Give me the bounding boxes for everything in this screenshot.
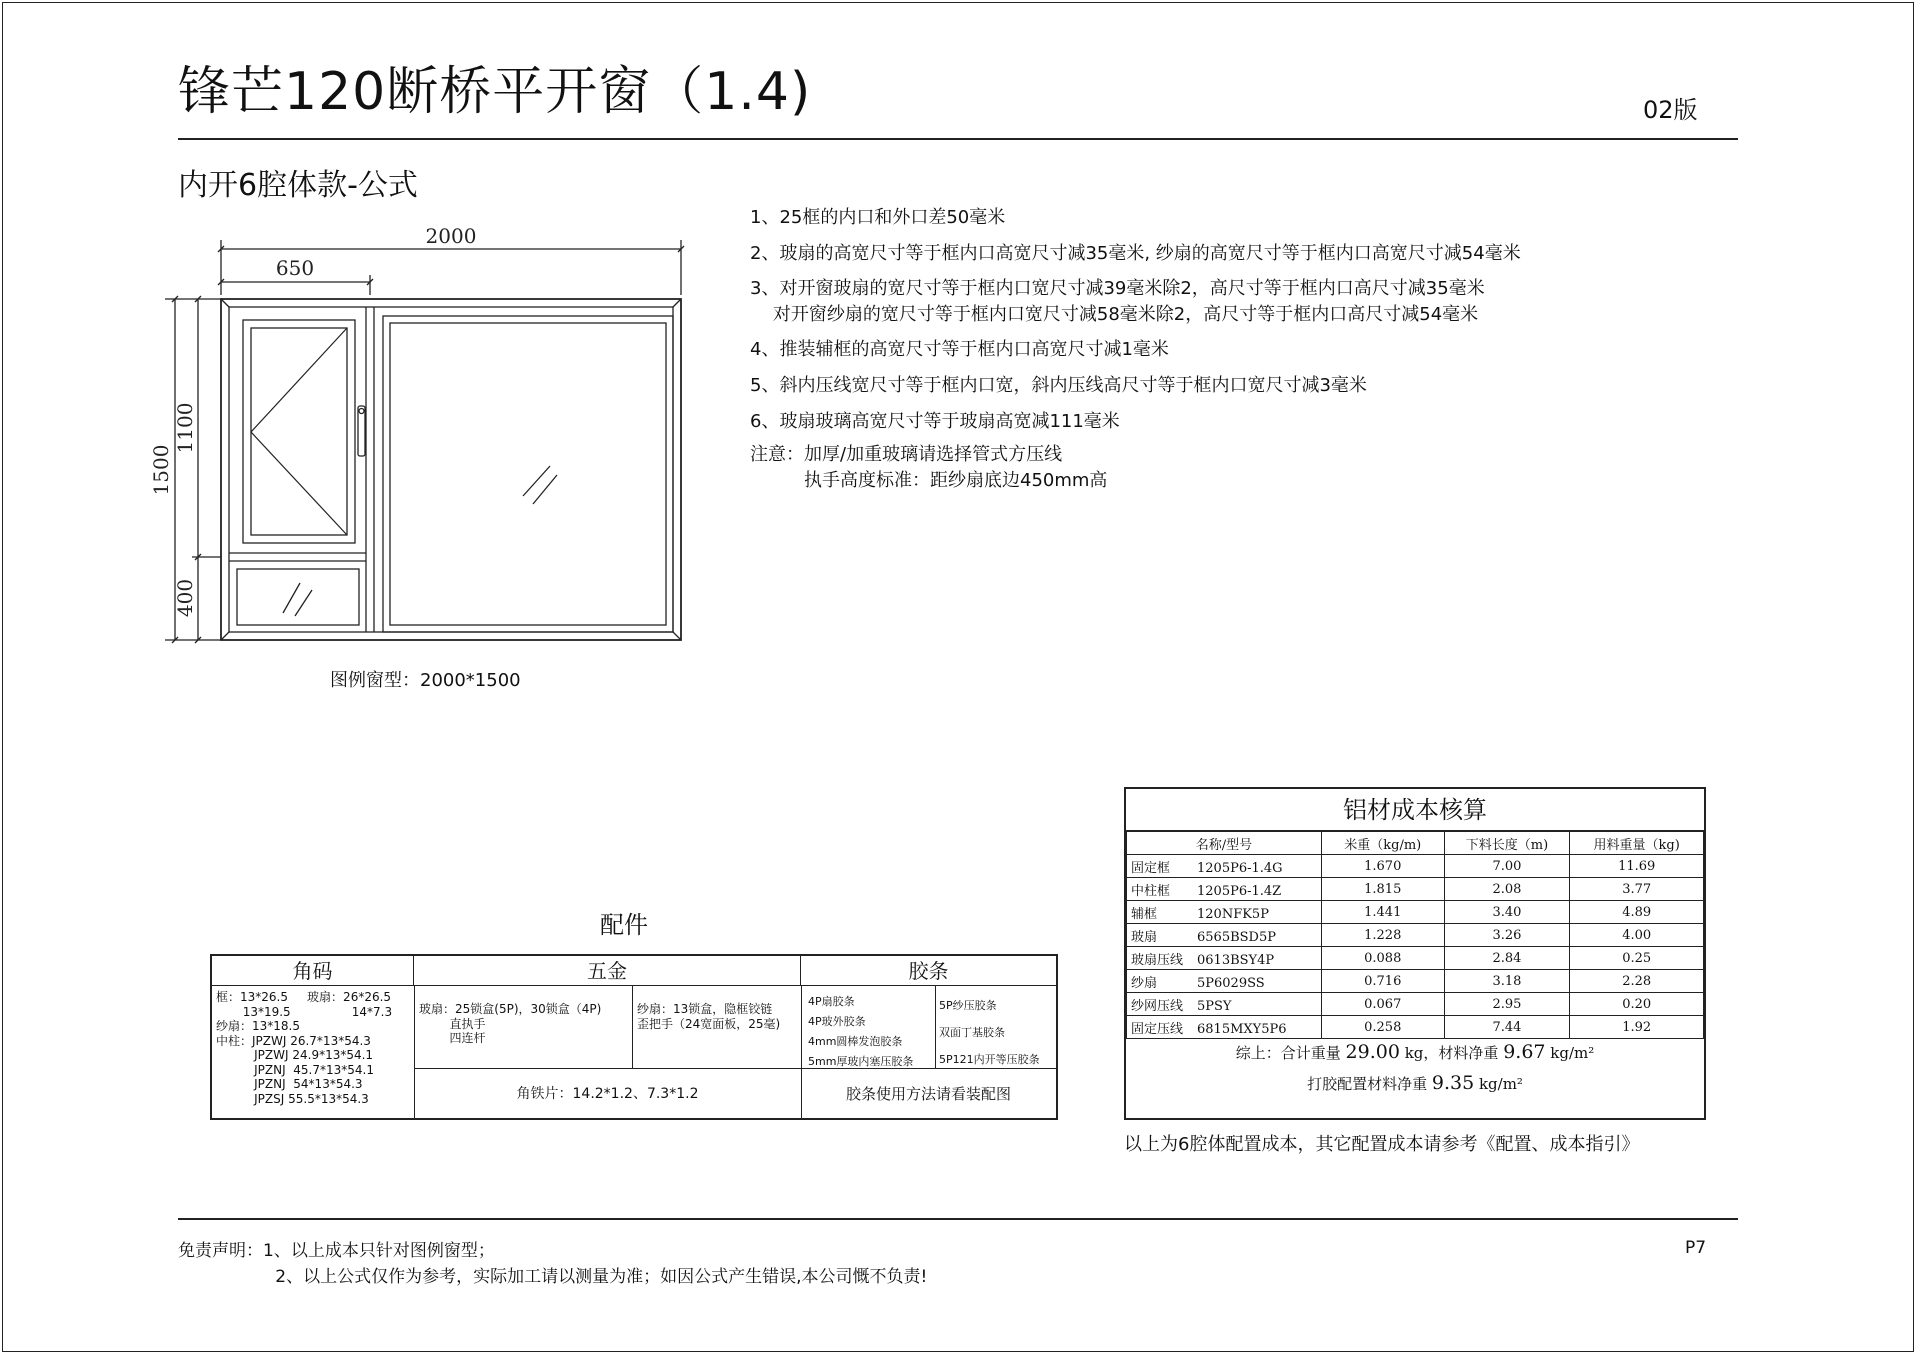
profile-model: 1205P6-1.4Z [1197,883,1282,899]
attention-line-1: 加厚/加重玻璃请选择管式方压线 [804,444,1063,465]
profile-model: 1205P6-1.4G [1197,860,1283,876]
cost-summary [1126,1037,1704,1099]
profile-name: 纱扇 [1131,975,1158,991]
cost-table [1124,787,1706,1120]
table-row [1127,1016,1704,1039]
glue-unit: kg/m² [1478,1075,1523,1093]
unit-weight: 1.441 [1321,901,1444,924]
header-rule [178,138,1738,140]
cost-header-row [1127,832,1704,855]
parts-header-hardware: 五金 [414,956,801,986]
profile-name: 辅框 [1131,906,1158,922]
seal-list-1 [808,992,933,1072]
profile-name: 中柱框 [1131,883,1171,899]
unit-weight: 1.670 [1321,855,1444,878]
page-title: 锋芒120断桥平开窗（1.4) [178,62,812,122]
cut-length: 7.44 [1444,1016,1570,1039]
dim-sash-width: 650 [275,256,315,280]
seal-item: 5mm厚玻内塞压胶条 [808,1055,914,1068]
summary-prefix: 综上：合计重量 [1235,1044,1341,1062]
seal-item: 4P玻外胶条 [808,1015,866,1028]
note-item: 4、推装辅框的高宽尺寸等于框内口高宽尺寸减1毫米 [750,339,1169,360]
formula-notes [750,200,1521,494]
seal-item: 4P扇胶条 [808,995,855,1008]
column-divider [632,986,633,1068]
material-weight: 0.25 [1570,947,1704,970]
profile-model: 0613BSY4P [1197,952,1275,968]
col-header: 用料重量（kg) [1570,832,1704,855]
unit-weight: 1.815 [1321,878,1444,901]
profile-model: 6815MXY5P6 [1197,1021,1287,1037]
material-weight: 1.92 [1570,1016,1704,1039]
parts-table [210,954,1058,1120]
table-row [1127,993,1704,1016]
profile-name: 玻扇 [1131,929,1158,945]
net-weight: 9.67 [1503,1041,1546,1063]
unit-weight: 0.088 [1321,947,1444,970]
attention-note [750,442,1521,494]
cut-length: 2.08 [1444,878,1570,901]
table-row [1127,878,1704,901]
row-divider [414,1068,801,1069]
note-item: 1、25框的内口和外口差50毫米 [750,207,1006,228]
parts-header-seal: 胶条 [801,956,1056,986]
col-header: 名称/型号 [1127,832,1322,855]
drawing-caption: 图例窗型：2000*1500 [330,670,521,691]
dim-lower-height: 400 [173,578,197,618]
seal-list-2 [939,992,1057,1073]
material-weight: 0.20 [1570,993,1704,1016]
note-item: 3、对开窗玻扇的宽尺寸等于框内口宽尺寸减39毫米除2，高尺寸等于框内口高尺寸减35毫米 [750,278,1485,299]
unit-weight: 0.258 [1321,1016,1444,1039]
table-row [1127,970,1704,993]
material-weight: 2.28 [1570,970,1704,993]
glue-label: 打胶配置材料净重 [1307,1075,1428,1093]
table-row [1127,947,1704,970]
profile-model: 120NFK5P [1197,906,1269,922]
attention-line-2: 执手高度标准：距纱扇底边450mm高 [804,470,1108,491]
angle-iron-spec: 角铁片：14.2*1.2、7.3*1.2 [516,1086,699,1102]
corner-code-list: 框：13*26.5 玻扇：26*26.5 13*19.5 14*7.3 纱扇：13*18.5 中柱：JPZWJ 26.7*13*54.3 JPZWJ 24.9*13*54.1 JPZNJ 45.7*13*54.1 JPZNJ 54*13*54.3 JPZSJ 55.5*13*54.3 [216,990,393,1106]
summary-unit-kgm2: kg/m² [1550,1044,1595,1062]
page-number: P7 [1685,1238,1707,1258]
attention-label: 注意： [750,444,804,465]
cost-reference-note: 以上为6腔体配置成本，其它配置成本请参考《配置、成本指引》 [1124,1134,1640,1155]
hardware-screen-sash: 纱扇：13锁盒，隐框铰链 歪把手（24宽面板，25毫) [637,1002,781,1031]
note-item: 6、玻扇玻璃高宽尺寸等于玻扇高宽减111毫米 [750,411,1120,432]
unit-weight: 1.228 [1321,924,1444,947]
unit-weight: 0.067 [1321,993,1444,1016]
hardware-glass-sash: 玻扇：25锁盒(5P)，30锁盒（4P) 直执手 四连杆 [419,1002,602,1045]
material-weight: 11.69 [1570,855,1704,878]
table-row [1127,924,1704,947]
unit-weight: 0.716 [1321,970,1444,993]
cost-grid [1126,831,1704,1039]
material-weight: 4.89 [1570,901,1704,924]
seal-item: 5P121内开等压胶条 [939,1053,1040,1066]
cut-length: 2.84 [1444,947,1570,970]
disclaimer: 免责声明：1、以上成本只针对图例窗型； 2、以上公式仅作为参考，实际加工请以测量为准；如因公式产生错误,本公司慨不负责! [178,1241,928,1287]
seal-usage-note: 胶条使用方法请看装配图 [845,1085,1011,1103]
parts-title: 配件 [600,911,648,939]
profile-model: 5PSY [1197,998,1232,1014]
cut-length: 3.26 [1444,924,1570,947]
seal-item: 5P纱压胶条 [939,999,997,1012]
material-weight: 3.77 [1570,878,1704,901]
cut-length: 3.40 [1444,901,1570,924]
seal-item: 4mm圆棒发泡胶条 [808,1035,903,1048]
parts-header-corner: 角码 [212,956,414,986]
version-label: 02版 [1643,96,1698,124]
total-weight: 29.00 [1345,1041,1400,1063]
table-row [1127,855,1704,878]
cut-length: 7.00 [1444,855,1570,878]
note-item: 2、玻扇的高宽尺寸等于框内口高宽尺寸减35毫米, 纱扇的高宽尺寸等于框内口高宽尺寸减54毫米 [750,243,1521,264]
profile-model: 6565BSD5P [1197,929,1276,945]
dim-upper-height: 1100 [173,402,197,454]
note-item: 5、斜内压线宽尺寸等于框内口宽，斜内压线高尺寸等于框内口宽尺寸减3毫米 [750,375,1367,396]
note-item: 对开窗纱扇的宽尺寸等于框内口宽尺寸减58毫米除2，高尺寸等于框内口高尺寸减54毫米 [750,304,1479,325]
profile-name: 固定压线 [1131,1021,1184,1037]
window-drawing [140,220,700,660]
table-row [1127,901,1704,924]
col-header: 下料长度（m) [1444,832,1570,855]
profile-name: 纱网压线 [1131,998,1184,1014]
profile-model: 5P6029SS [1197,975,1265,991]
summary-unit-kg: kg，材料净重 [1404,1044,1499,1062]
row-divider [801,1068,1056,1069]
profile-name: 固定框 [1131,860,1171,876]
dim-total-width: 2000 [425,224,477,248]
cost-table-title: 铝材成本核算 [1126,789,1704,831]
cut-length: 2.95 [1444,993,1570,1016]
cut-length: 3.18 [1444,970,1570,993]
material-weight: 4.00 [1570,924,1704,947]
profile-name: 玻扇压线 [1131,952,1184,968]
dim-total-height: 1500 [149,444,173,496]
seal-item: 双面丁基胶条 [939,1026,1005,1039]
footer-rule [178,1218,1738,1220]
col-header: 米重（kg/m) [1321,832,1444,855]
column-divider [935,986,936,1068]
section-subtitle: 内开6腔体款-公式 [178,168,418,203]
glue-weight: 9.35 [1431,1072,1475,1094]
